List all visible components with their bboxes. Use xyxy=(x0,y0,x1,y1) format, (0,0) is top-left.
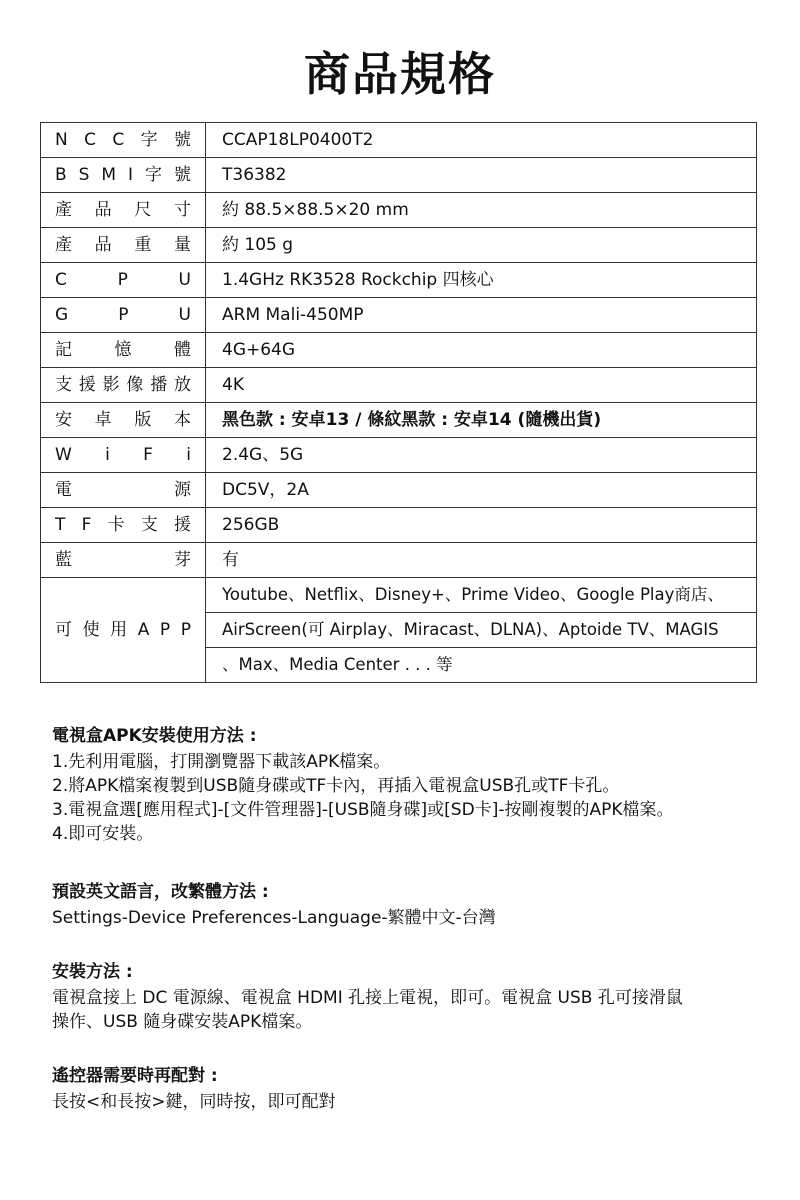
spec-label xyxy=(41,123,206,158)
label-text xyxy=(55,445,191,465)
label-char: 援 xyxy=(173,515,191,535)
install-section xyxy=(52,960,772,1034)
label-char: 影 xyxy=(102,375,120,395)
apk-install-step: 1.先利用電腦，打開瀏覽器下載該APK檔案。 xyxy=(52,752,391,772)
spec-value: 約 88.5×88.5×20 mm xyxy=(206,193,757,228)
remote-pairing-heading: 遙控器需要時再配對 : xyxy=(52,1066,218,1086)
label-text xyxy=(55,165,191,185)
label-text xyxy=(55,410,191,430)
label-char: 產 xyxy=(55,235,72,255)
spec-label xyxy=(41,263,206,298)
label-text xyxy=(55,480,191,500)
label-text xyxy=(55,235,191,255)
app-line: Youtube、Netflix、Disney+、Prime Video、Google Play商店、 xyxy=(206,578,756,613)
page-title: 商品規格 xyxy=(304,47,496,101)
spec-value: 有 xyxy=(206,543,757,578)
label-char: 播 xyxy=(150,375,168,395)
app-line: AirScreen(可 Airplay、Miracast、DLNA)、Aptoide TV、MAGIS xyxy=(206,613,756,648)
install-text: 操作、USB 隨身碟安裝APK檔案。 xyxy=(52,1012,313,1032)
spec-label-apps xyxy=(41,578,206,683)
spec-label xyxy=(41,543,206,578)
spec-row xyxy=(41,123,757,158)
spec-label xyxy=(41,158,206,193)
label-char: C xyxy=(55,270,67,290)
label-text xyxy=(55,620,191,640)
remote-pairing-section xyxy=(52,1064,772,1114)
label-char: 量 xyxy=(173,235,191,255)
spec-row xyxy=(41,263,757,298)
label-char: i xyxy=(186,445,191,465)
spec-row xyxy=(41,508,757,543)
label-char: T xyxy=(55,515,66,535)
apk-install-step: 3.電視盒選[應用程式]-[文件管理器]-[USB隨身碟]或[SD卡]-按剛複製的APK檔案。 xyxy=(52,800,674,820)
label-char: C xyxy=(84,130,96,150)
label-char: 電 xyxy=(55,480,72,500)
label-text xyxy=(55,515,191,535)
label-char: 品 xyxy=(94,200,112,220)
spec-value: 2.4G、5G xyxy=(206,438,757,473)
label-text xyxy=(55,340,191,360)
spec-row xyxy=(41,403,757,438)
label-char: U xyxy=(178,270,191,290)
label-text xyxy=(55,550,191,570)
label-char: B xyxy=(55,165,67,185)
label-char: W xyxy=(55,445,72,465)
label-char: 重 xyxy=(134,235,152,255)
spec-label xyxy=(41,368,206,403)
spec-row xyxy=(41,333,757,368)
label-char: 放 xyxy=(173,375,191,395)
label-char: 憶 xyxy=(114,340,132,360)
label-char: 源 xyxy=(174,480,191,500)
label-char: C xyxy=(112,130,125,150)
label-text xyxy=(55,270,191,290)
label-char: i xyxy=(105,445,110,465)
spec-row xyxy=(41,158,757,193)
apk-install-heading: 電視盒APK安裝使用方法 : xyxy=(52,726,257,746)
label-char: M xyxy=(101,165,117,185)
spec-value: 4K xyxy=(206,368,757,403)
label-char: 版 xyxy=(134,410,152,430)
spec-label xyxy=(41,403,206,438)
label-text xyxy=(55,305,191,325)
label-char: 品 xyxy=(94,235,112,255)
label-char: S xyxy=(78,165,90,185)
app-line: 、Max、Media Center . . . 等 xyxy=(222,655,453,674)
spec-label xyxy=(41,438,206,473)
label-char: A xyxy=(137,620,150,640)
label-text xyxy=(55,375,191,395)
label-char: 號 xyxy=(173,130,191,150)
spec-row-apps xyxy=(41,578,757,683)
language-heading: 預設英文語言，改繁體方法 : xyxy=(52,882,269,902)
spec-label xyxy=(41,193,206,228)
remote-pairing-text: 長按<和長按>鍵，同時按，即可配對 xyxy=(52,1092,336,1112)
label-char: 產 xyxy=(55,200,72,220)
label-char: F xyxy=(81,515,92,535)
language-section xyxy=(52,880,772,930)
label-char: 可 xyxy=(55,620,72,640)
label-char: 尺 xyxy=(134,200,152,220)
spec-value: T36382 xyxy=(206,158,757,193)
label-char: P xyxy=(159,620,171,640)
label-char: 像 xyxy=(126,375,144,395)
spec-value: CCAP18LP0400T2 xyxy=(206,123,757,158)
spec-value: 256GB xyxy=(206,508,757,543)
spec-value: 黑色款 : 安卓13 / 條紋黑款 : 安卓14 (隨機出貨) xyxy=(206,403,757,438)
spec-value: DC5V，2A xyxy=(206,473,757,508)
label-char: 字 xyxy=(140,130,158,150)
spec-row xyxy=(41,298,757,333)
label-char: P xyxy=(118,305,129,325)
label-char: 記 xyxy=(55,340,72,360)
label-char: P xyxy=(180,620,191,640)
label-char: N xyxy=(55,130,68,150)
label-text xyxy=(55,200,191,220)
spec-label xyxy=(41,333,206,368)
apk-install-step: 2.將APK檔案複製到USB隨身碟或TF卡內，再插入電視盒USB孔或TF卡孔。 xyxy=(52,776,620,796)
label-char: F xyxy=(143,445,153,465)
label-char: 體 xyxy=(174,340,191,360)
label-char: 本 xyxy=(173,410,191,430)
app-list xyxy=(206,578,757,683)
install-text: 電視盒接上 DC 電源線、電視盒 HDMI 孔接上電視，即可。電視盒 USB 孔可接滑鼠 xyxy=(52,988,683,1008)
spec-row xyxy=(41,438,757,473)
label-char: 用 xyxy=(110,620,128,640)
label-char: P xyxy=(117,270,128,290)
label-char: 號 xyxy=(174,165,191,185)
spec-value: 4G+64G xyxy=(206,333,757,368)
label-text xyxy=(55,130,191,150)
spec-row xyxy=(41,473,757,508)
language-path: Settings-Device Preferences-Language-繁體中文-台灣 xyxy=(52,908,496,928)
label-char: 芽 xyxy=(174,550,191,570)
install-heading: 安裝方法 : xyxy=(52,962,133,982)
apk-install-section xyxy=(52,724,772,846)
label-char: 援 xyxy=(78,375,96,395)
label-char: I xyxy=(128,165,134,185)
spec-label xyxy=(41,298,206,333)
spec-label xyxy=(41,508,206,543)
label-char: 使 xyxy=(82,620,100,640)
label-char: 字 xyxy=(145,165,163,185)
label-char: 支 xyxy=(55,375,72,395)
spec-row xyxy=(41,193,757,228)
spec-value: 1.4GHz RK3528 Rockchip 四核心 xyxy=(206,263,757,298)
label-char: 卡 xyxy=(107,515,125,535)
spec-value: ARM Mali-450MP xyxy=(206,298,757,333)
label-char: U xyxy=(178,305,191,325)
spec-label xyxy=(41,473,206,508)
label-char: G xyxy=(55,305,69,325)
spec-row xyxy=(41,543,757,578)
label-char: 藍 xyxy=(55,550,72,570)
spec-row xyxy=(41,228,757,263)
spec-row xyxy=(41,368,757,403)
spec-label xyxy=(41,228,206,263)
spec-value: 約 105 g xyxy=(206,228,757,263)
label-char: 支 xyxy=(140,515,158,535)
label-char: 寸 xyxy=(173,200,191,220)
label-char: 卓 xyxy=(94,410,112,430)
apk-install-step: 4.即可安裝。 xyxy=(52,824,154,844)
label-char: 安 xyxy=(55,410,72,430)
spec-table xyxy=(40,122,757,683)
